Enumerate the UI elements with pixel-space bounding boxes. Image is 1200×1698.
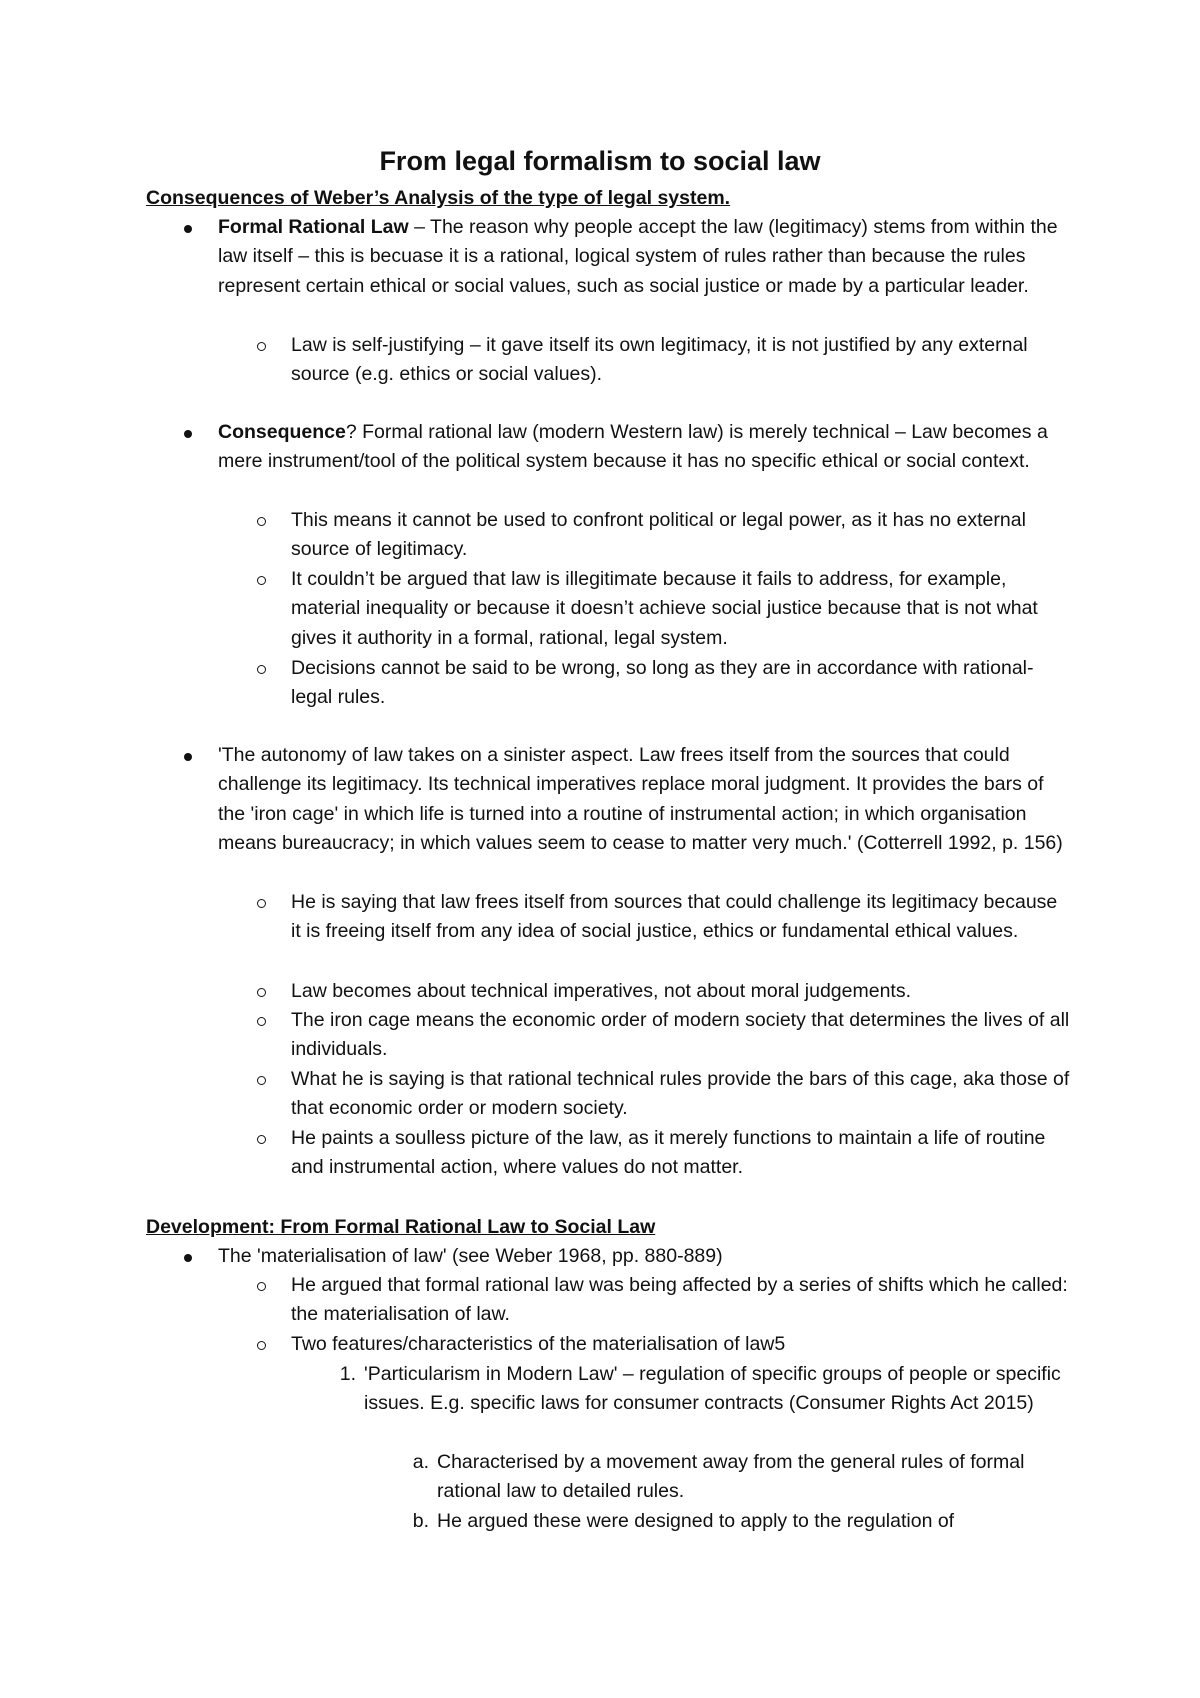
- sub-bullet-text: He paints a soulless picture of the law, as it merely functions to maintain a life of routine and instrumental action, where values do not matter.: [291, 1127, 1046, 1179]
- page-title: From legal formalism to social law: [379, 146, 821, 176]
- bullet-text: The 'materialisation of law' (see Weber 1968, pp. 880-889): [218, 1245, 723, 1267]
- sub-bullet-decisions: [291, 654, 1071, 713]
- sub-bullet-text: What he is saying is that rational technical rules provide the bars of this cage, aka those of that economic order or modern society.: [291, 1068, 1070, 1120]
- sub-bullet-text: Law is self-justifying – it gave itself its own legitimacy, it is not justified by any external source (e.g. ethics or social values).: [291, 334, 1028, 386]
- section-heading-development: Development: From Formal Rational Law to Social Law: [146, 1216, 656, 1238]
- circle-bullet-icon: [257, 1017, 266, 1026]
- list-number: 1.: [339, 1363, 356, 1385]
- bullet-bold-term: Formal Rational Law: [218, 216, 409, 238]
- lettered-item-a: [412, 1448, 1070, 1507]
- sub-bullet-bars-of-cage: [291, 1065, 1071, 1124]
- lettered-item-b: [412, 1507, 1070, 1536]
- section-heading-consequences: Consequences of Weber’s Analysis of the type of legal system.: [146, 187, 731, 209]
- bullet-dot-icon: [184, 430, 192, 438]
- bullet-dot-icon: [184, 1254, 192, 1262]
- circle-bullet-icon: [257, 1341, 266, 1350]
- circle-bullet-icon: [257, 988, 266, 997]
- circle-bullet-icon: [257, 342, 266, 351]
- bullet-text: [218, 418, 1068, 477]
- numbered-item-text: 'Particularism in Modern Law' – regulation of specific groups of people or specific issues. E.g. specific laws for consumer contracts (Consumer Rights Act 2015): [364, 1363, 1061, 1415]
- bullet-body: – The reason why people accept the law (legitimacy) stems from within the law itself – this is becuase it is a rational, logical system of rules rather than because the rules represent certain ethical or social values, such as social justice or made by a particular leader.: [218, 216, 1058, 297]
- lettered-item-text: He argued these were designed to apply to the regulation of: [437, 1510, 955, 1532]
- bullet-dot-icon: [184, 753, 192, 761]
- bullet-text: [218, 213, 1068, 301]
- sub-bullet-self-justifying: [291, 331, 1071, 390]
- numbered-item-particularism: [339, 1360, 1070, 1419]
- bullet-autonomy-quote: [218, 741, 1068, 859]
- circle-bullet-icon: [257, 517, 266, 526]
- sub-bullet-cannot-confront: [291, 506, 1071, 565]
- bullet-body: ? Formal rational law (modern Western law) is merely technical – Law becomes a mere instrument/tool of the political system because it has no specific ethical or social context.: [218, 421, 1048, 473]
- sub-bullet-iron-cage: [291, 1006, 1071, 1065]
- bullet-dot-icon: [184, 225, 192, 233]
- bullet-bold-term: Consequence: [218, 421, 346, 443]
- circle-bullet-icon: [257, 1135, 266, 1144]
- sub-bullet-two-features: [291, 1330, 1071, 1359]
- circle-bullet-icon: [257, 576, 266, 585]
- sub-bullet-text: Two features/characteristics of the materialisation of law5: [291, 1333, 786, 1355]
- lettered-item-text: Characterised by a movement away from the general rules of formal rational law to detailed rules.: [437, 1451, 1025, 1503]
- circle-bullet-icon: [257, 665, 266, 674]
- sub-bullet-text: The iron cage means the economic order of modern society that determines the lives of all individuals.: [291, 1009, 1070, 1061]
- sub-bullet-text: He argued that formal rational law was being affected by a series of shifts which he called: the materialisation of law.: [291, 1274, 1068, 1326]
- list-letter: b.: [412, 1510, 429, 1532]
- list-letter: a.: [412, 1451, 429, 1473]
- sub-bullet-soulless-picture: [291, 1124, 1071, 1183]
- bullet-formal-rational-law: [218, 213, 1068, 301]
- sub-bullet-illegitimate: [291, 565, 1071, 653]
- bullet-materialisation: [218, 1242, 1068, 1271]
- sub-bullet-series-of-shifts: [291, 1271, 1071, 1330]
- bullet-text: 'The autonomy of law takes on a sinister aspect. Law frees itself from the sources that could challenge its legitimacy. Its technical imperatives replace moral judgment. It provides the bars of the 'iron cage' in which life is turned into a routine of instrumental action; in which organisation means bureaucracy; in which values seem to cease to matter very much.' (Cotterrell 1992, p. 156): [218, 744, 1063, 855]
- circle-bullet-icon: [257, 1282, 266, 1291]
- sub-bullet-text: Decisions cannot be said to be wrong, so long as they are in accordance with rational-legal rules.: [291, 657, 1034, 709]
- sub-bullet-text: Law becomes about technical imperatives, not about moral judgements.: [291, 980, 912, 1002]
- sub-bullet-text: It couldn’t be argued that law is illegitimate because it fails to address, for example, material inequality or because it doesn’t achieve social justice because that is not what gives it authority in a formal, rational, legal system.: [291, 568, 1038, 649]
- sub-bullet-text: He is saying that law frees itself from sources that could challenge its legitimacy because it is freeing itself from any idea of social justice, ethics or fundamental ethical values.: [291, 891, 1058, 943]
- bullet-consequence: [218, 418, 1068, 477]
- sub-bullet-technical-imperatives: [291, 977, 1071, 1006]
- sub-bullet-frees-itself: [291, 888, 1071, 947]
- circle-bullet-icon: [257, 899, 266, 908]
- circle-bullet-icon: [257, 1076, 266, 1085]
- sub-bullet-text: This means it cannot be used to confront political or legal power, as it has no external source of legitimacy.: [291, 509, 1026, 561]
